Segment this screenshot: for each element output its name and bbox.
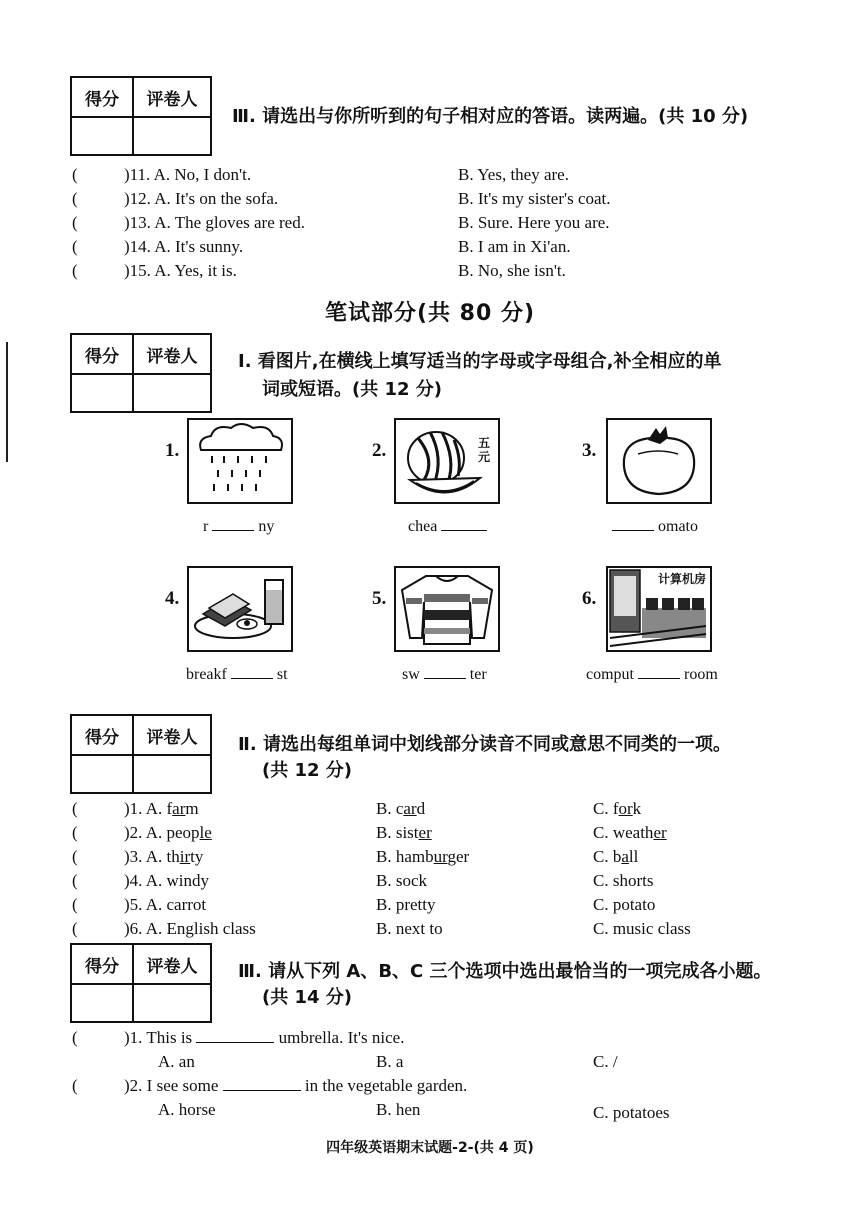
option-c: C. potatoes <box>593 1103 670 1122</box>
section-heading-cont: 词或短语。(共 12 分) <box>262 379 443 400</box>
answer-paren[interactable]: ( <box>72 165 78 184</box>
grader-label: 评卷人 <box>134 716 210 756</box>
option-c: C. music class <box>593 919 691 938</box>
sweater-icon <box>394 566 500 652</box>
answer-paren[interactable]: ( <box>72 895 78 914</box>
answer-paren[interactable]: ( <box>72 237 78 256</box>
word-prefix: comput <box>586 666 634 683</box>
question-row <box>72 845 792 869</box>
answer-paren[interactable]: ( <box>72 1076 78 1095</box>
grader-cell[interactable] <box>134 756 210 792</box>
option-b: B. next to <box>376 919 443 938</box>
option-b: B. No, she isn't. <box>458 261 566 280</box>
question-stem <box>72 1026 792 1050</box>
fill-blank[interactable] <box>231 664 273 679</box>
score-box <box>70 714 212 794</box>
option-a: A. horse <box>158 1100 216 1119</box>
fill-blank[interactable] <box>196 1028 274 1043</box>
fill-blank[interactable] <box>441 516 487 531</box>
question-row <box>72 187 772 211</box>
score-label: 得分 <box>72 78 134 118</box>
tomato-icon <box>606 418 712 504</box>
word-prefix: chea <box>408 518 438 535</box>
question-row <box>72 235 772 259</box>
price-label: 五元 <box>478 436 491 464</box>
word-suffix: st <box>276 666 288 683</box>
question-row <box>72 211 772 235</box>
grader-label: 评卷人 <box>134 335 210 375</box>
word-blank-2 <box>408 516 487 536</box>
section-heading: Ⅲ. 请从下列 A、B、C 三个选项中选出最恰当的一项完成各小题。 <box>238 961 772 982</box>
answer-paren[interactable]: ( <box>72 847 78 866</box>
options-row <box>72 1050 792 1074</box>
part3-questions <box>72 1026 792 1122</box>
option-a: )11. A. No, I don't. <box>124 165 252 184</box>
question-stem <box>72 1074 792 1098</box>
section-heading: Ⅱ. 请选出每组单词中划线部分读音不同或意思不同类的一项。 <box>238 734 731 755</box>
option-c: C. shorts <box>593 871 654 890</box>
answer-paren[interactable]: ( <box>72 189 78 208</box>
word-suffix: room <box>684 666 718 683</box>
fill-blank[interactable] <box>424 664 466 679</box>
score-cell[interactable] <box>72 375 134 411</box>
grader-cell[interactable] <box>134 985 210 1021</box>
question-row <box>72 893 792 917</box>
option-c: C. fork <box>593 799 642 818</box>
stem-text: )2. I see some in the vegetable garden. <box>124 1076 468 1095</box>
word-prefix: r <box>203 518 209 535</box>
picture-number: 4. <box>165 588 180 609</box>
fill-blank[interactable] <box>638 664 680 679</box>
option-a: )12. A. It's on the sofa. <box>124 189 279 208</box>
option-c: C. ball <box>593 847 639 866</box>
section-heading-cont: (共 14 分) <box>262 987 353 1008</box>
grader-label: 评卷人 <box>134 78 210 118</box>
word-blank-3 <box>612 516 698 536</box>
option-b: B. card <box>376 799 426 818</box>
option-b: B. It's my sister's coat. <box>458 189 611 208</box>
computer-room-icon <box>606 566 712 652</box>
option-b: B. hamburger <box>376 847 470 866</box>
word-suffix: ter <box>469 666 487 683</box>
score-box <box>70 943 212 1023</box>
option-c: C. / <box>593 1052 618 1071</box>
option-c: C. potato <box>593 895 656 914</box>
score-cell[interactable] <box>72 756 134 792</box>
question-row <box>72 869 792 893</box>
option-c: C. weather <box>593 823 667 842</box>
option-a: A. an <box>158 1052 195 1071</box>
fill-blank[interactable] <box>223 1076 301 1091</box>
picture-number: 2. <box>372 440 387 461</box>
room-label: 计算机房 <box>657 572 706 586</box>
option-b: B. I am in Xi'an. <box>458 237 571 256</box>
answer-paren[interactable]: ( <box>72 1028 78 1047</box>
listening-questions <box>72 163 772 283</box>
fill-blank[interactable] <box>612 516 654 531</box>
option-a: )4. A. windy <box>124 871 209 890</box>
option-a: )5. A. carrot <box>124 895 207 914</box>
picture-number: 3. <box>582 440 597 461</box>
answer-paren[interactable]: ( <box>72 261 78 280</box>
option-b: B. sock <box>376 871 427 890</box>
option-a: )3. A. thirty <box>124 847 204 866</box>
picture-number: 1. <box>165 440 180 461</box>
score-box <box>70 333 212 413</box>
word-blank-5 <box>402 664 487 684</box>
option-b: B. pretty <box>376 895 436 914</box>
grader-cell[interactable] <box>134 375 210 411</box>
answer-paren[interactable]: ( <box>72 823 78 842</box>
rain-cloud-icon <box>187 418 293 504</box>
word-blank-4 <box>186 664 288 684</box>
score-box <box>70 76 212 156</box>
written-part-title: 笔试部分(共 80 分) <box>324 301 536 326</box>
section-heading: Ⅰ. 看图片,在横线上填写适当的字母或字母组合,补全相应的单 <box>238 351 722 372</box>
score-cell[interactable] <box>72 118 134 154</box>
option-a: )1. A. farm <box>124 799 199 818</box>
score-label: 得分 <box>72 945 134 985</box>
question-row <box>72 821 792 845</box>
question-row <box>72 917 792 941</box>
answer-paren[interactable]: ( <box>72 213 78 232</box>
answer-paren[interactable]: ( <box>72 799 78 818</box>
score-label: 得分 <box>72 716 134 756</box>
page-footer: 四年级英语期末试题-2-(共 4 页) <box>326 1140 534 1156</box>
answer-paren[interactable]: ( <box>72 871 78 890</box>
score-cell[interactable] <box>72 985 134 1021</box>
score-label: 得分 <box>72 335 134 375</box>
option-a: )6. A. English class <box>124 919 256 938</box>
question-row <box>72 797 792 821</box>
word-blank-6 <box>586 664 718 684</box>
option-a: )13. A. The gloves are red. <box>124 213 305 232</box>
grader-label: 评卷人 <box>134 945 210 985</box>
options-row <box>72 1098 792 1122</box>
option-b: B. Yes, they are. <box>458 165 569 184</box>
word-suffix: omato <box>658 518 698 535</box>
fill-blank[interactable] <box>212 516 254 531</box>
option-a: )15. A. Yes, it is. <box>124 261 237 280</box>
section-heading-cont: (共 12 分) <box>262 760 353 781</box>
word-blank-1 <box>203 516 274 536</box>
word-prefix: breakf <box>186 666 227 683</box>
watermelon-icon <box>394 418 500 504</box>
picture-number: 5. <box>372 588 387 609</box>
answer-paren[interactable]: ( <box>72 919 78 938</box>
part2-questions <box>72 797 792 941</box>
picture-number: 6. <box>582 588 597 609</box>
binding-mark <box>0 342 8 462</box>
question-row <box>72 259 772 283</box>
question-row <box>72 163 772 187</box>
grader-cell[interactable] <box>134 118 210 154</box>
option-b: B. a <box>376 1052 404 1071</box>
breakfast-icon <box>187 566 293 652</box>
option-b: B. sister <box>376 823 432 842</box>
option-a: )2. A. people <box>124 823 212 842</box>
option-a: )14. A. It's sunny. <box>124 237 244 256</box>
stem-text: )1. This is umbrella. It's nice. <box>124 1028 405 1047</box>
option-b: B. Sure. Here you are. <box>458 213 610 232</box>
section-heading: Ⅲ. 请选出与你所听到的句子相对应的答语。读两遍。(共 10 分) <box>232 106 749 127</box>
word-suffix: ny <box>258 518 275 535</box>
option-b: B. hen <box>376 1100 421 1119</box>
word-prefix: sw <box>402 666 420 683</box>
